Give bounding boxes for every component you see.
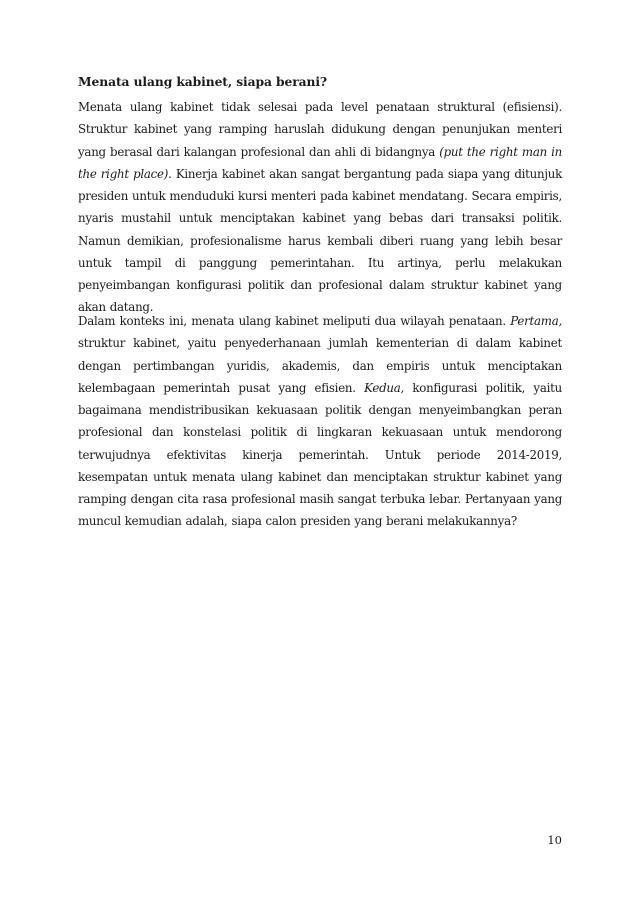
paragraph-2-text-b: struktur kabinet, yaitu penyederhanaan jumlah kementerian di dalam kabinet dengan pertimbangan yuridis, akademis, dan empiris untuk menciptakan kelembagaan pemerintah pusat yang efisien. <box>78 336 562 395</box>
section-heading: Menata ulang kabinet, siapa berani? <box>78 74 328 89</box>
paragraph-1 <box>78 96 562 319</box>
paragraph-2-italic-pertama: Pertama, <box>510 314 562 328</box>
paragraph-2-italic-kedua: Kedua, <box>364 380 405 395</box>
paragraph-1-text-a: Menata ulang kabinet tidak selesai pada level penataan struktural (efisiensi). Struktur kabinet yang ramping haruslah didukung dengan penunjukan menteri yang berasal dari kalangan profesional dan ahli di bidangnya <box>78 100 562 159</box>
paragraph-2-text-a: Dalam konteks ini, menata ulang kabinet meliputi dua wilayah penataan. <box>78 314 511 328</box>
paragraph-1-italic-phrase: (put the right man in the right place). <box>78 144 562 181</box>
paragraph-1-text-b: Kinerja kabinet akan sangat bergantung pada siapa yang ditunjuk presiden untuk menduduki kursi menteri pada kabinet mendatang. Secara empiris, nyaris mustahil untuk menciptakan kabinet yang bebas dari transaksi politik. Namun demikian, profesionalisme harus kembali diberi ruang yang lebih besar untuk tampil di panggung pemerintahan. Itu artinya, perlu melakukan penyeimbangan konfigurasi politik dan profesional dalam struktur kabinet yang akan datang. <box>78 166 562 315</box>
paragraph-2-text-c: konfigurasi politik, yaitu bagaimana mendistribusikan kekuasaan politik dengan menyeimbangkan peran profesional dan konstelasi politik di lingkaran kekuasaan untuk mendorong terwujudnya efektivitas kinerja pemerintah. Untuk periode 2014-2019, kesempatan untuk menata ulang kabinet dan menciptakan struktur kabinet yang ramping dengan cita rasa profesional masih sangat terbuka lebar. Pertanyaan yang muncul kemudian adalah, siapa calon presiden yang berani melakukannya? <box>78 380 562 529</box>
page-number: 10 <box>547 833 562 847</box>
paragraph-2 <box>78 310 562 533</box>
